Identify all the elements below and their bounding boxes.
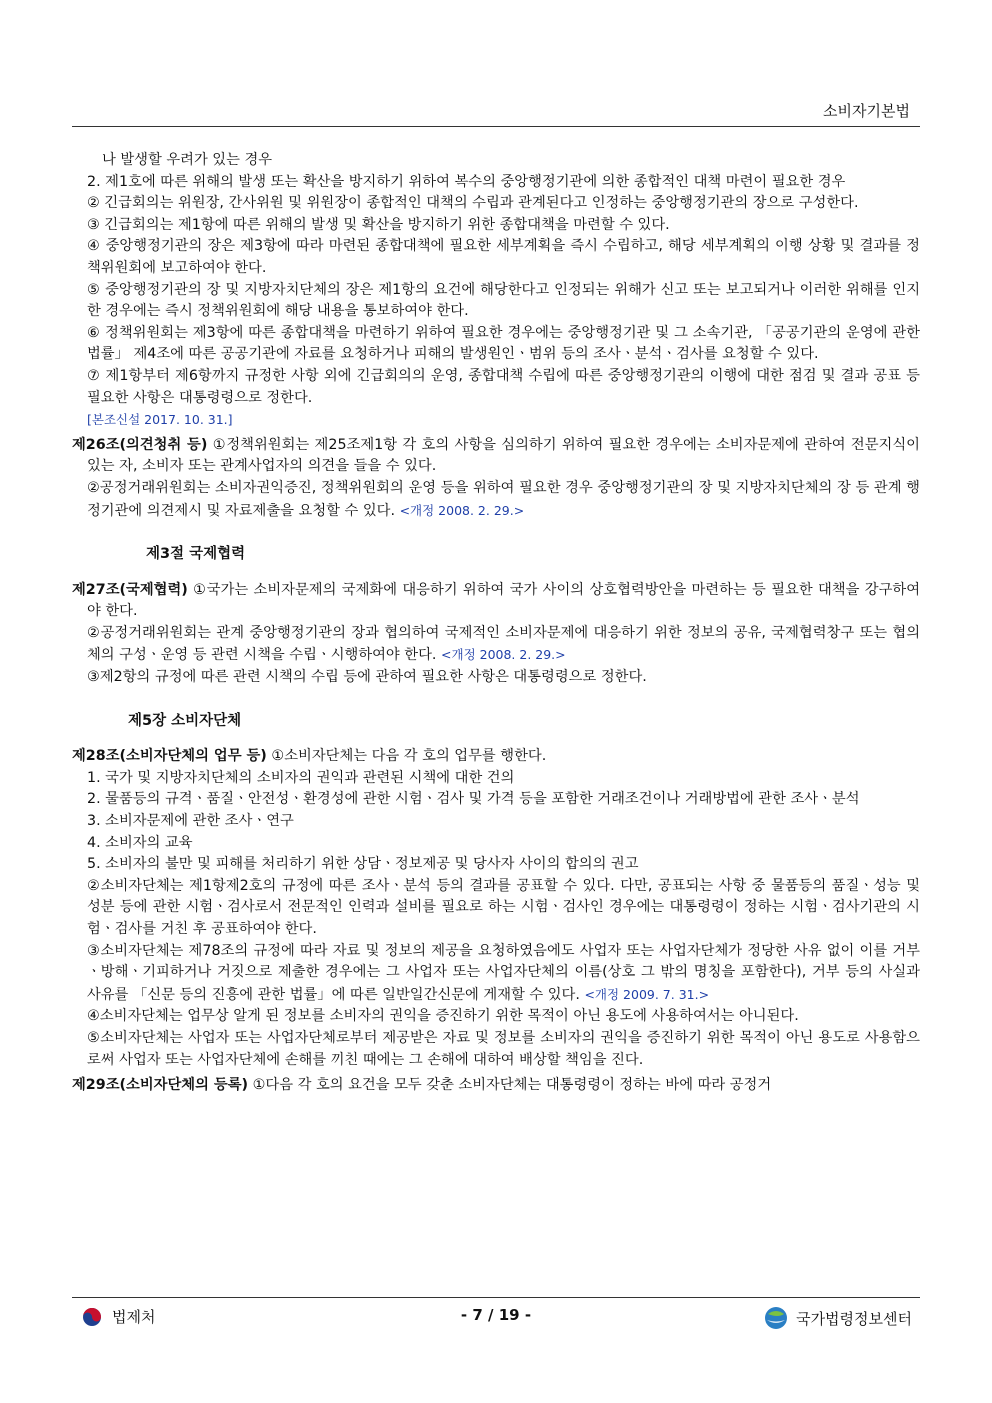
article-text: ①소비자단체는 다음 각 호의 업무를 행한다. — [266, 748, 547, 765]
paragraph-text: ②공정거래위원회는 소비자권익증진, 정책위원회의 운영 등을 위하여 필요한 경우 중앙행정기관의 장 및 지방자치단체의 장 등 관계 행정기관에 의견제시 및 자료제출을 요청할 수 있다. — [87, 479, 920, 519]
article-28 — [72, 746, 920, 768]
paragraph: 나 발생할 우려가 있는 경우 — [102, 152, 273, 168]
list-item: 5. 소비자의 불만 및 피해를 처리하기 위한 상담ㆍ정보제공 및 당사자 사이의 합의의 권고 — [87, 856, 639, 873]
footer-right — [764, 1306, 912, 1330]
paragraph: ⑥ 정책위원회는 제3항에 따른 종합대책을 마련하기 위하여 필요한 경우에는 중앙행정기관 및 그 소속기관, 「공공기관의 운영에 관한 법률」 제4조에 따른 공공기관에 자료를 요청하거나 피해의 발생원인ㆍ범위 등의 조사ㆍ분석ㆍ검사를 요청할 수 있다. — [87, 324, 920, 363]
paragraph: ④ 중앙행정기관의 장은 제3항에 따라 마련된 종합대책에 필요한 세부계획을 즉시 수립하고, 해당 세부계획의 이행 상황 및 결과를 정책위원회에 보고하여야 한다. — [87, 238, 920, 276]
list-item: 1. 국가 및 지방자치단체의 소비자의 권익과 관련된 시책에 대한 건의 — [87, 769, 515, 786]
article-text: ①정책위원회는 제25조제1항 각 호의 사항을 심의하기 위하여 필요한 경우에는 소비자문제에 관하여 전문지식이 있는 자, 소비자 또는 관계사업자의 의견을 들을 수 있다. — [87, 436, 920, 475]
paragraph — [72, 623, 920, 667]
amendment-note: <개정 2009. 7. 31.> — [584, 986, 710, 1002]
article-title: 제28조(소비자단체의 업무 등) — [72, 748, 267, 765]
paragraph-text: ③소비자단체는 제78조의 규정에 따라 자료 및 정보의 제공을 요청하였음에도 사업자 또는 사업자단체가 정당한 사유 없이 이를 거부ㆍ방해ㆍ기피하거나 거짓으로 제출한 경우에는 그 사업자 또는 사업자단체의 이름(상호 그 밖의 명칭을 포함한다), 거부 등의 사실과 사유를 「신문 등의 진흥에 관한 법률」에 따른 일반일간신문에 게재할 수 있다. — [87, 942, 920, 1003]
chapter-heading: 제5장 소비자단체 — [128, 712, 242, 729]
law-text-body — [72, 150, 920, 1097]
article-26 — [72, 435, 920, 478]
paragraph: ⑤ 중앙행정기관의 장 및 지방자치단체의 장은 제1항의 요건에 해당한다고 인정되는 위해가 신고 또는 보고되거나 이러한 위해를 인지한 경우에는 즉시 정책위원회에 해당 내용을 통보하여야 한다. — [87, 281, 920, 320]
article-text: ①국가는 소비자문제의 국제화에 대응하기 위하여 국가 사이의 상호협력방안을 마련하는 등 필요한 대책을 강구하여야 한다. — [87, 581, 920, 620]
amendment-note: <개정 2008. 2. 29.> — [399, 502, 525, 518]
paragraph: ③제2항의 규정에 따른 관련 시책의 수립 등에 관하여 필요한 사항은 대통령령으로 정한다. — [87, 669, 647, 686]
paragraph-text: ②공정거래위원회는 관계 중앙행정기관의 장과 협의하여 국제적인 소비자문제에 대응하기 위한 정보의 공유, 국제협력창구 또는 협의체의 구성ㆍ운영 등 관련 시책을 수립ㆍ시행하여야 한다. — [87, 624, 920, 664]
center-name: 국가법령정보센터 — [796, 1309, 912, 1328]
page-number: - 7 / 19 - — [460, 1306, 532, 1324]
article-title: 제27조(국제협력) — [72, 581, 188, 598]
paragraph — [72, 941, 920, 1007]
paragraph — [72, 478, 920, 522]
article-29 — [72, 1075, 920, 1097]
article-title: 제29조(소비자단체의 등록) — [72, 1077, 249, 1094]
document-title: 소비자기본법 — [823, 102, 910, 120]
paragraph: ④소비자단체는 업무상 알게 된 정보를 소비자의 권익을 증진하기 위한 목적이 아닌 용도에 사용하여서는 아니된다. — [87, 1008, 799, 1025]
article-27 — [72, 580, 920, 623]
paragraph: ⑤소비자단체는 사업자 또는 사업자단체로부터 제공받은 자료 및 정보를 소비자의 권익을 증진하기 위한 목적이 아닌 용도로 사용함으로써 사업자 또는 사업자단체에 손해를 끼친 때에는 그 손해에 대하여 배상할 책임을 진다. — [87, 1029, 920, 1068]
list-item: 2. 물품등의 규격ㆍ품질ㆍ안전성ㆍ환경성에 관한 시험ㆍ검사 및 가격 등을 포함한 거래조건이나 거래방법에 관한 조사ㆍ분석 — [87, 791, 860, 808]
globe-logo-icon — [764, 1306, 788, 1330]
paragraph: ③ 긴급회의는 제1항에 따른 위해의 발생 및 확산을 방지하기 위한 종합대책을 마련할 수 있다. — [87, 216, 670, 233]
amendment-note: <개정 2008. 2. 29.> — [441, 647, 566, 663]
paragraph: ② 긴급회의는 위원장, 간사위원 및 위원장이 종합적인 대책의 수립과 관계된다고 인정하는 중앙행정기관의 장으로 구성한다. — [87, 195, 859, 212]
paragraph: 2. 제1호에 따른 위해의 발생 또는 확산을 방지하기 위하여 복수의 중앙행정기관에 의한 종합적인 대책 마련이 필요한 경우 — [87, 173, 846, 190]
section-heading: 제3절 국제협력 — [146, 546, 246, 563]
list-item: 4. 소비자의 교육 — [87, 834, 193, 851]
article-text: ①다음 각 호의 요건을 모두 갖춘 소비자단체는 대통령령이 정하는 바에 따라 공정거 — [248, 1077, 772, 1094]
footer-divider — [72, 1297, 920, 1298]
article-title: 제26조(의견청취 등) — [72, 436, 208, 453]
amendment-note: [본조신설 2017. 10. 31.] — [87, 412, 233, 428]
paragraph: ⑦ 제1항부터 제6항까지 규정한 사항 외에 긴급회의의 운영, 종합대책 수립에 따른 중앙행정기관의 이행에 대한 점검 및 결과 공표 등 필요한 사항은 대통령령으로 정한다. — [87, 367, 920, 406]
page-footer — [72, 1306, 920, 1332]
paragraph: ②소비자단체는 제1항제2호의 규정에 따른 조사ㆍ분석 등의 결과를 공표할 수 있다. 다만, 공표되는 사항 중 물품등의 품질ㆍ성능 및 성분 등에 관한 시험ㆍ검사로서 전문적인 인력과 설비를 필요로 하는 시험ㆍ검사인 경우에는 대통령령이 정하는 시험ㆍ검사기관의 시험ㆍ검사를 거친 후 공표하여야 한다. — [87, 877, 921, 937]
list-item: 3. 소비자문제에 관한 조사ㆍ연구 — [87, 813, 294, 830]
ministry-name: 법제처 — [112, 1308, 156, 1326]
header-divider — [72, 126, 920, 127]
